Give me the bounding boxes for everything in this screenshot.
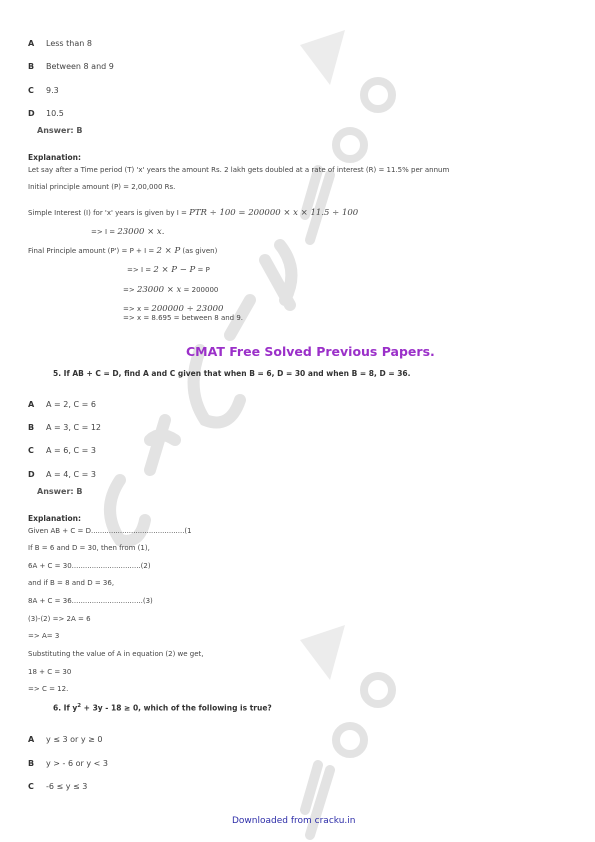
math-expression: 2 × P <box>156 246 181 256</box>
question-5-text: 5. If AB + C = D, find A and C given that when B = 6, D = 30 and when B = 8, D = 36. <box>53 369 411 378</box>
option-letter-b: B <box>28 759 35 768</box>
math-suffix: = 200000 <box>181 286 219 294</box>
explanation-line: => C = 12. <box>28 685 69 693</box>
option-c-text: 9.3 <box>46 86 59 95</box>
explanation-line: Given AB + C = D..........................................(1 <box>28 527 192 535</box>
option-letter-b: B <box>28 423 35 432</box>
option-letter-a: A <box>28 400 35 409</box>
option-letter-c: C <box>28 86 34 95</box>
option-b-text: Between 8 and 9 <box>46 62 114 71</box>
option-letter-a: A <box>28 39 35 48</box>
option-letter-a: A <box>28 735 35 744</box>
math-prefix: => I = <box>127 266 154 274</box>
math-expression: PTR ÷ 100 = 200000 × x × 11.5 ÷ 100 <box>189 208 359 218</box>
footer-link[interactable]: Downloaded from cracku.in <box>232 816 356 826</box>
question-6-text <box>53 703 272 713</box>
explanation-line: (3)-(2) => 2A = 6 <box>28 615 91 623</box>
explanation-line <box>28 238 217 257</box>
explanation-line: 8A + C = 36................................(3) <box>28 597 153 605</box>
explanation-line <box>127 257 210 276</box>
explanation-line: Initial principle amount (P) = 2,00,000 Rs. <box>28 183 176 191</box>
option-c-text: A = 6, C = 3 <box>46 446 96 455</box>
explanation-line <box>28 200 358 219</box>
explanation-line <box>123 277 218 296</box>
option-b-text: y > - 6 or y < 3 <box>46 759 108 768</box>
explanation-line: => x = 8.695 = between 8 and 9. <box>123 314 244 322</box>
math-text: Final Principle amount (P') = P + I = <box>28 247 157 255</box>
math-text: Simple Interest (I) for 'x' years is given by I = <box>28 209 190 217</box>
option-c-text: -6 ≤ y ≤ 3 <box>46 782 88 791</box>
papers-banner: CMAT Free Solved Previous Papers. <box>186 344 435 359</box>
answer-label: Answer: B <box>37 487 83 496</box>
option-letter-d: D <box>28 470 35 479</box>
math-prefix: => I = <box>91 228 118 236</box>
option-b-text: A = 3, C = 12 <box>46 423 101 432</box>
superscript: 2 <box>77 703 82 709</box>
math-suffix: = P <box>195 266 210 274</box>
explanation-line: Let say after a Time period (T) 'x' years the amount Rs. 2 lakh gets doubled at a rate of interest (R) = 11.5% per annum <box>28 166 450 174</box>
option-letter-c: C <box>28 782 34 791</box>
option-a-text: Less than 8 <box>46 39 92 48</box>
explanation-line: 6A + C = 30...............................(2) <box>28 562 151 570</box>
explanation-line <box>91 219 164 238</box>
question-suffix: + 3y - 18 ≥ 0, which of the following is true? <box>81 703 272 713</box>
math-suffix: (as given) <box>180 247 218 255</box>
option-d-text: 10.5 <box>46 109 64 118</box>
answer-label: Answer: B <box>37 126 83 135</box>
math-expression: 23000 × x. <box>117 227 165 237</box>
option-d-text: A = 4, C = 3 <box>46 470 96 479</box>
option-a-text: y ≤ 3 or y ≥ 0 <box>46 735 103 744</box>
explanation-heading: Explanation: <box>28 514 82 523</box>
option-letter-c: C <box>28 446 34 455</box>
explanation-line: If B = 6 and D = 30, then from (1), <box>28 544 150 552</box>
question-prefix: 6. If y <box>53 703 78 713</box>
explanation-line: Substituting the value of A in equation (2) we get, <box>28 650 204 658</box>
explanation-line: => A= 3 <box>28 632 60 640</box>
option-letter-b: B <box>28 62 35 71</box>
math-expression: 23000 × x <box>136 285 182 295</box>
explanation-line <box>123 296 223 315</box>
math-prefix: => <box>123 286 137 294</box>
explanation-line: 18 + C = 30 <box>28 668 72 676</box>
math-prefix: => x = <box>123 305 152 313</box>
option-a-text: A = 2, C = 6 <box>46 400 96 409</box>
math-expression: 200000 ÷ 23000 <box>151 304 224 314</box>
math-expression: 2 × P − P <box>153 265 196 275</box>
explanation-line: and if B = 8 and D = 36, <box>28 579 115 587</box>
explanation-heading: Explanation: <box>28 153 82 162</box>
option-letter-d: D <box>28 109 35 118</box>
